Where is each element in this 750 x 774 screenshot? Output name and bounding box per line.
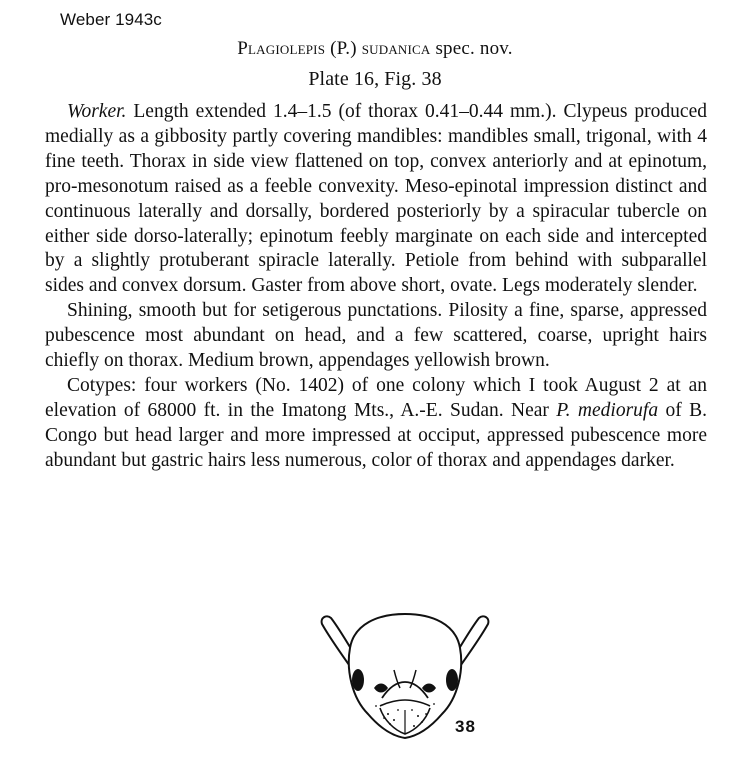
paragraph-cotypes <box>45 374 707 474</box>
species-heading <box>0 38 750 60</box>
source-label: Weber 1943c <box>60 10 162 29</box>
description-body <box>45 100 707 474</box>
subgenus-name: (P.) <box>325 38 362 59</box>
comparison-species: P. mediorufa <box>556 399 659 421</box>
genus-name: Plagiolepis <box>237 38 326 59</box>
sculpture-text: Shining, smooth but for setigerous punctations. Pilosity a fine, sparse, appressed pubescence most abundant on head, and a few scattered, coarse, upright hairs chiefly on thorax. Medium brown, appendages yellowish brown. <box>45 300 707 372</box>
cotypes-text-a: Cotypes: four workers (No. 1402) of one colony which I took August 2 at an elevation of 68000 ft. in the Imatong Mts., A.-E. Sudan. Near <box>45 374 707 421</box>
paragraph-morphology <box>45 100 707 299</box>
paragraph-sculpture-color <box>45 299 707 374</box>
caste-label: Worker. <box>67 101 127 122</box>
cotypes-text-b: of B. Congo but head larger and more impressed at occiput, appressed pubescence more abundant but gastric hairs less numerous, color of thorax and appendages darker. <box>45 399 707 471</box>
morphology-text: Length extended 1.4–1.5 (of thorax 0.41–0.44 mm.). Clypeus produced medially as a gibbosity partly covering mandibles: mandibles small, trigonal, with 4 fine teeth. Thorax in side view flattened on top, convex anteriorly and at epinotum, pro-mesonotum raised as a feeble convexity. Meso-epinotal impression distinct and continuous laterally and dorsally, bordered posteriorly by a spiracular tubercle on either side dorso-laterally; epinotum feebly marginate on each side and intercepted by a slightly protuberant spiracle laterally. Petiole from behind with subparallel sides and convex dorsum. Gaster from above short, ovate. Legs moderately slender. <box>45 101 707 297</box>
taxonomic-status: spec. nov. <box>430 38 513 59</box>
species-name: sudanica <box>361 38 431 59</box>
plate-reference: Plate 16, Fig. 38 <box>308 68 442 90</box>
figure-number: 38 <box>455 717 476 736</box>
